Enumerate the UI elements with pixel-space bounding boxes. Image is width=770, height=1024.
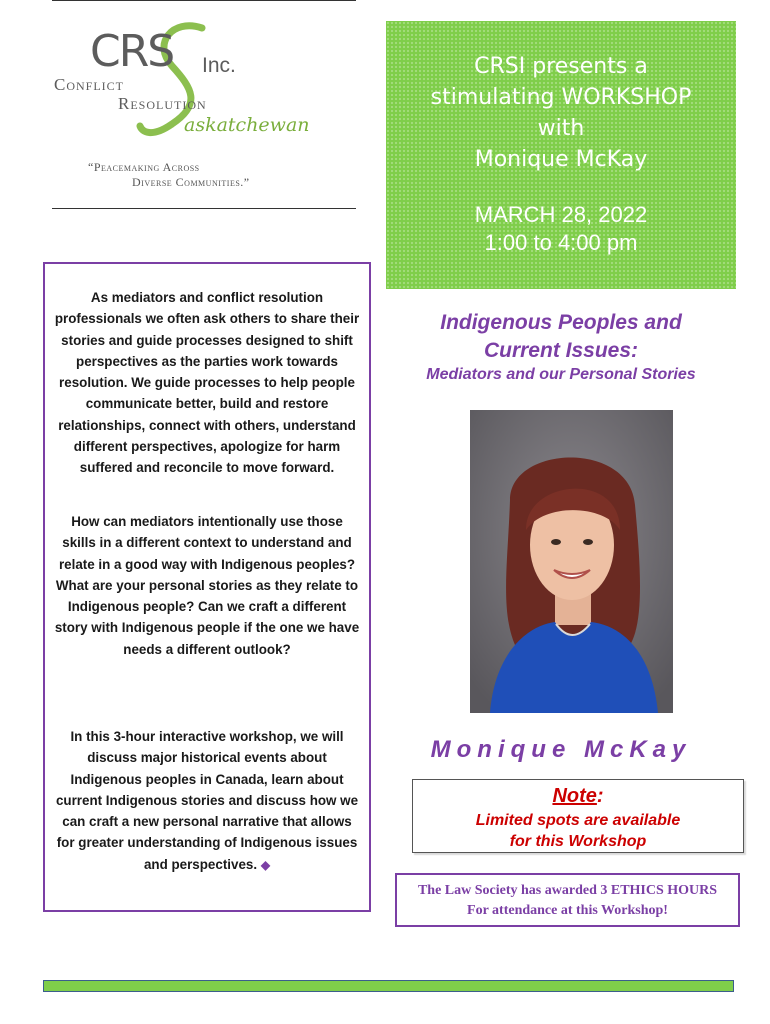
svg-text:Inc.: Inc.	[202, 54, 236, 77]
workshop-title-line1: Indigenous Peoples and	[440, 311, 682, 334]
note-line1: Limited spots are available	[475, 812, 681, 829]
svg-text:CRS: CRS	[90, 26, 174, 77]
note-heading-colon: :	[596, 785, 604, 807]
speaker-photo	[470, 410, 673, 713]
crsi-logo	[52, 14, 312, 154]
svg-text:askatchewan: askatchewan	[184, 114, 310, 136]
note-box	[412, 779, 744, 853]
top-rule	[52, 0, 356, 1]
description-paragraph-3-text: In this 3-hour interactive workshop, we will discuss major historical events about Indigenous peoples in Canada, learn about current Indigenous stories and discuss how we can craft a new personal narrative that allows for greater understanding of Indigenous issues and perspectives.	[55, 729, 359, 872]
speaker-portrait-image	[470, 410, 673, 713]
logo-bottom-rule	[52, 208, 356, 209]
speaker-name: Monique McKay	[430, 736, 692, 763]
note-line2: for this Workshop	[509, 833, 647, 850]
svg-text:Conflict: Conflict	[54, 75, 125, 94]
description-paragraph-1: As mediators and conflict resolution professionals we often ask others to share their stories and guide processes designed to shift perspectives as the parties work towards resolution. We guide processes to help people communicate better, build and restore relationships, connect with others, understand different perspectives, apologize for harm suffered and reconcile to move forward.	[54, 290, 360, 476]
footer-bar	[43, 980, 734, 992]
diamond-icon: ◆	[260, 857, 271, 872]
ethics-hours-box	[395, 873, 740, 927]
crsi-logo-graphic	[52, 14, 312, 154]
svg-text:Resolution: Resolution	[118, 94, 207, 113]
banner-date: MARCH 28, 2022	[474, 202, 648, 227]
description-paragraph-3	[54, 726, 360, 876]
tagline-line1: “Peacemaking Across	[88, 160, 200, 174]
banner-line2: stimulating WORKSHOP	[430, 85, 692, 110]
note-heading-text: Note	[552, 785, 597, 807]
ethics-line1: The Law Society has awarded 3 ETHICS HOURS	[417, 883, 718, 898]
tagline-line2: Diverse Communities.”	[132, 175, 250, 189]
ethics-line2: For attendance at this Workshop!	[467, 903, 668, 918]
description-paragraph-2: How can mediators intentionally use those skills in a different context to understand and relate in a good way with Indigenous peoples? What are your personal stories as they relate to Indigenous people? Can we craft a different story with Indigenous people if the one we have needs a different outlook?	[54, 514, 360, 657]
note-heading	[413, 782, 743, 810]
banner-line1: CRSI presents a	[474, 54, 648, 79]
banner-line4: Monique McKay	[474, 147, 648, 172]
workshop-title-line2: Current Issues:	[483, 339, 639, 362]
banner-line3: with	[537, 116, 585, 141]
workshop-subtitle: Mediators and our Personal Stories	[426, 366, 696, 383]
workshop-banner	[386, 21, 736, 289]
banner-time: 1:00 to 4:00 pm	[484, 230, 638, 255]
